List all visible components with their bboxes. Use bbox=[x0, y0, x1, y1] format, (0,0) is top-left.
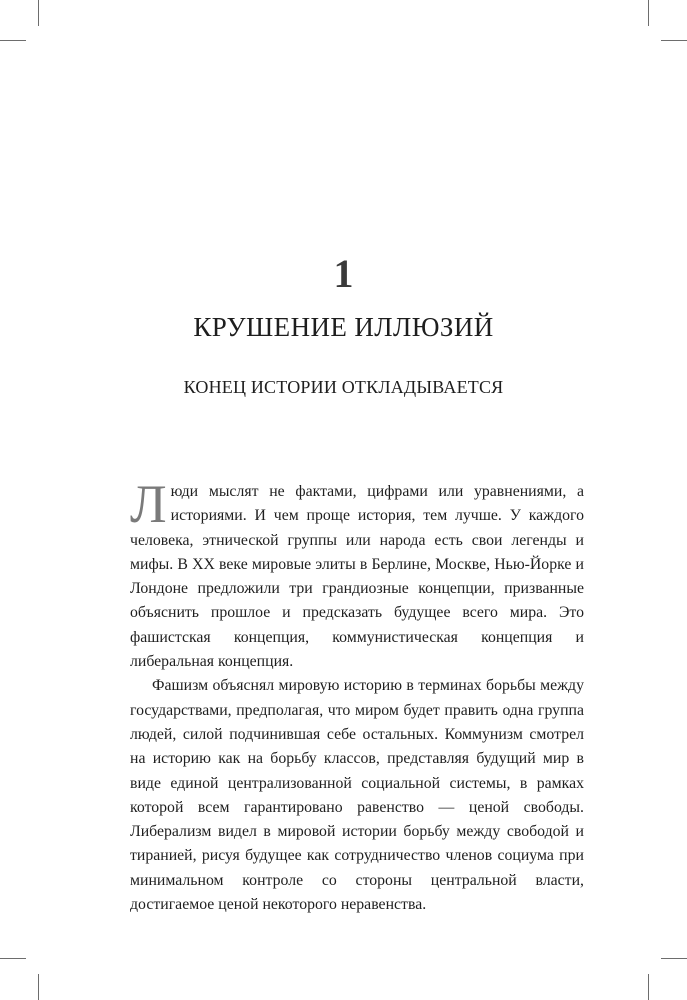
chapter-subtitle: КОНЕЦ ИСТОРИИ ОТКЛАДЫВАЕТСЯ bbox=[183, 377, 504, 397]
crop-mark-top-right-h bbox=[661, 40, 687, 41]
chapter-body bbox=[130, 474, 584, 917]
crop-mark-bottom-right-h bbox=[661, 958, 687, 959]
chapter-number: 1 bbox=[333, 251, 354, 296]
crop-mark-top-left-h bbox=[0, 40, 26, 41]
paragraph-1 bbox=[130, 474, 584, 674]
crop-mark-top-right bbox=[648, 0, 649, 26]
drop-cap: Л bbox=[130, 474, 167, 534]
chapter-title: КРУШЕНИЕ ИЛЛЮЗИЙ bbox=[193, 312, 494, 342]
crop-mark-top-left bbox=[38, 0, 39, 26]
crop-mark-bottom-left bbox=[38, 974, 39, 1000]
paragraph-2: Фашизм объяснял мировую историю в терминах борьбы между государствами, предполагая, что миром будет править одна группа людей, силой подчинившая себе остальных. Коммунизм смотрел на историю как на борьбу классов, представляя будущий мир в виде единой централизованной социальной системы, в рамках которой всем гарантировано равенство — ценой свободы. Либерализм видел в мировой истории борьбу между свободой и тиранией, рисуя будущее как сотрудничество членов социума при минимальном контроле со стороны центральной власти, достигаемое ценой некоторого неравенства. bbox=[130, 677, 584, 914]
crop-mark-bottom-right bbox=[648, 974, 649, 1000]
crop-mark-bottom-left-h bbox=[0, 958, 26, 959]
paragraph-1-text: юди мыслят не фактами, цифрами или уравнениями, а историями. И чем проще история, тем лучше. У каждого человека, этнической группы или народа есть свои легенды и мифы. В XX веке мировые элиты в Берлине, Москве, Нью-Йорке и Лондоне предложили три грандиозные концепции, призванные объяснить прошлое и предсказать будущее всего мира. Это фашистская концепция, коммунистическая концепция и либеральная концепция. bbox=[130, 483, 584, 671]
